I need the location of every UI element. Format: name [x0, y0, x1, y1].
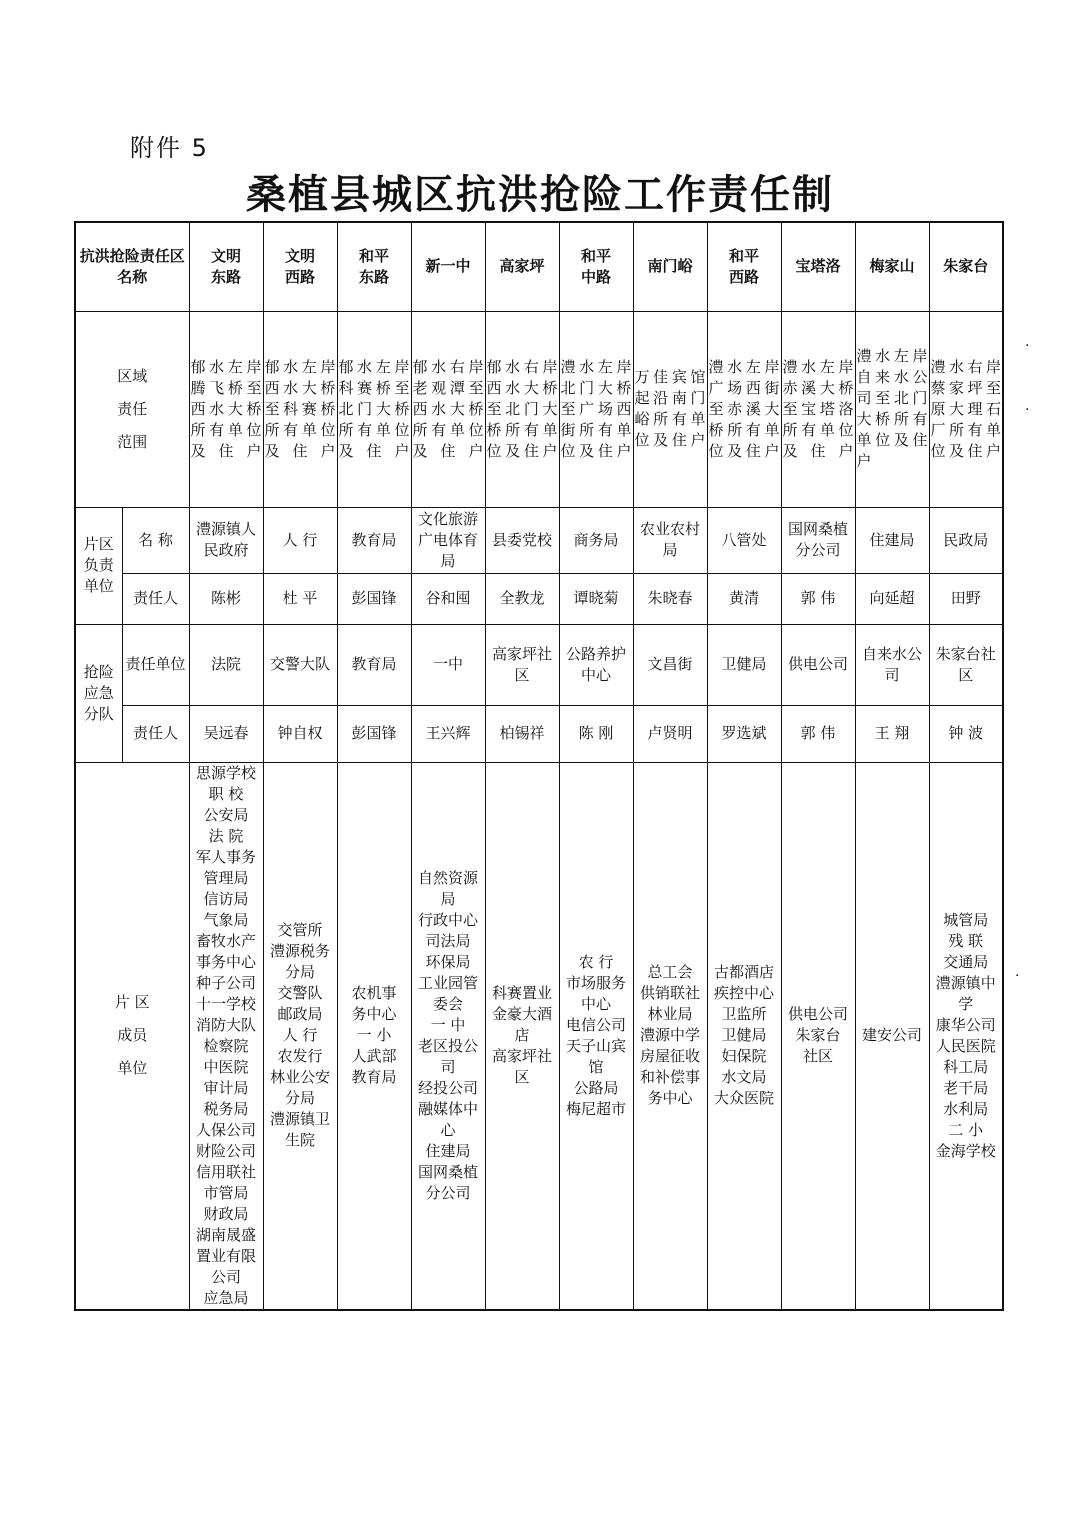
rescue-team-label: 抢险 应急 分队 [75, 624, 122, 762]
zone-scope: 澧水左岸 赤溪大桥 至宝塔洛 所有单位 及住户 [781, 311, 855, 507]
area-unit: 人 行 [263, 507, 337, 573]
area-unit: 县委党校 [485, 507, 559, 573]
zone-scope: 澧水左岸 北门大桥 至广场西 街所有单 位及住户 [559, 311, 633, 507]
area-person: 黄清 [707, 573, 781, 624]
area-person: 全教龙 [485, 573, 559, 624]
zone-scope: 澧水左岸 自来水公 司至北门 大桥所有 单位及住 户 [855, 311, 929, 507]
rescue-person: 柏锡祥 [485, 705, 559, 762]
zone-name: 宝塔洛 [781, 222, 855, 311]
area-person: 向延超 [855, 573, 929, 624]
rescue-person: 陈 刚 [559, 705, 633, 762]
scope-row [75, 311, 1003, 507]
rescue-unit: 一中 [411, 624, 485, 705]
area-person: 谭晓菊 [559, 573, 633, 624]
rescue-person: 钟自权 [263, 705, 337, 762]
header-row [75, 222, 1003, 311]
rescue-unit: 自来水公司 [855, 624, 929, 705]
zone-name: 朱家台 [929, 222, 1003, 311]
zone-name: 和平 中路 [559, 222, 633, 311]
area-person: 田野 [929, 573, 1003, 624]
rescue-person: 吴远春 [189, 705, 263, 762]
rescue-person-row [75, 705, 1003, 762]
area-unit: 澧源镇人民政府 [189, 507, 263, 573]
margin-mark: · [1015, 968, 1020, 984]
scope-label: 区域 责任 范围 [75, 311, 189, 507]
area-unit: 民政局 [929, 507, 1003, 573]
area-unit-label: 片区 负责 单位 [75, 507, 122, 624]
member-units: 总工会 供销联社 林业局 澧源中学 房屋征收 和补偿事 务中心 [633, 762, 707, 1310]
member-units: 农机事 务中心 一 小 人武部 教育局 [337, 762, 411, 1310]
area-person: 朱晓春 [633, 573, 707, 624]
zone-name-header: 抗洪抢险责任区名称 [75, 222, 189, 311]
rescue-unit: 文昌街 [633, 624, 707, 705]
rescue-person: 卢贤明 [633, 705, 707, 762]
unit-name-label: 名 称 [122, 507, 189, 573]
zone-scope: 郁水右岸 老观潭至 西水大桥 所有单位 及住户 [411, 311, 485, 507]
area-person: 彭国锋 [337, 573, 411, 624]
area-person: 陈彬 [189, 573, 263, 624]
area-person: 郭 伟 [781, 573, 855, 624]
members-row [75, 762, 1003, 1310]
area-unit: 农业农村局 [633, 507, 707, 573]
attachment-label: 附件 5 [130, 134, 209, 162]
area-unit: 国网桑植分公司 [781, 507, 855, 573]
area-unit: 住建局 [855, 507, 929, 573]
zone-scope: 郁水左岸 西水大桥 至科赛桥 所有单位 及住户 [263, 311, 337, 507]
member-units: 供电公司 朱家台 社区 [781, 762, 855, 1310]
rescue-person: 钟 波 [929, 705, 1003, 762]
area-unit: 教育局 [337, 507, 411, 573]
rescue-person-label: 责任人 [122, 705, 189, 762]
member-units: 思源学校 职 校 公安局 法 院 军人事务 管理局 信访局 气象局 畜牧水产 事务中心 种子公司 十一学校 消防大队 检察院 中医院 审计局 税务局 人保公司 财险公司 信用联社 市管局 财政局 湖南晟盛 置业有限 公司 应急局 [189, 762, 263, 1310]
margin-mark: · [1025, 402, 1030, 418]
member-units: 建安公司 [855, 762, 929, 1310]
margin-mark: · [1025, 338, 1030, 354]
rescue-unit: 朱家台社区 [929, 624, 1003, 705]
member-units: 古都酒店 疾控中心 卫监所 卫健局 妇保院 水文局 大众医院 [707, 762, 781, 1310]
zone-scope: 澧水右岸 蔡家坪至 原大理石 厂所有单 位及住户 [929, 311, 1003, 507]
rescue-unit: 卫健局 [707, 624, 781, 705]
rescue-unit: 教育局 [337, 624, 411, 705]
rescue-person: 王兴辉 [411, 705, 485, 762]
document-title: 桑植县城区抗洪抢险工作责任制 [246, 171, 834, 218]
responsibility-table [74, 221, 1004, 1311]
zone-scope: 郁水左岸 腾飞桥至 西水大桥 所有单位 及住户 [189, 311, 263, 507]
zone-scope: 郁水右岸 西水大桥 至北门大 桥所有单 位及住户 [485, 311, 559, 507]
zone-scope: 万佳宾馆 起沿南门 峪所有单 位及住户 [633, 311, 707, 507]
zone-name: 南门峪 [633, 222, 707, 311]
member-units: 农 行 市场服务 中心 电信公司 天子山宾 馆 公路局 梅尼超市 [559, 762, 633, 1310]
members-label: 片 区 成员 单位 [75, 762, 189, 1310]
rescue-unit: 公路养护中心 [559, 624, 633, 705]
rescue-person: 王 翔 [855, 705, 929, 762]
zone-name: 和平 西路 [707, 222, 781, 311]
rescue-unit: 交警大队 [263, 624, 337, 705]
area-unit: 文化旅游广电体育局 [411, 507, 485, 573]
area-unit: 八管处 [707, 507, 781, 573]
area-unit: 商务局 [559, 507, 633, 573]
rescue-unit-row [75, 624, 1003, 705]
member-units: 自然资源 局 行政中心 司法局 环保局 工业园管 委会 一 中 老区投公 司 经投公司 融媒体中 心 住建局 国网桑植 分公司 [411, 762, 485, 1310]
area-unit-row [75, 507, 1003, 573]
zone-name: 梅家山 [855, 222, 929, 311]
rescue-unit: 法院 [189, 624, 263, 705]
zone-name: 高家坪 [485, 222, 559, 311]
member-units: 交管所 澧源税务 分局 交警队 邮政局 人 行 农发行 林业公安 分局 澧源镇卫 生院 [263, 762, 337, 1310]
area-person-row [75, 573, 1003, 624]
zone-name: 文明 西路 [263, 222, 337, 311]
area-person: 谷和囤 [411, 573, 485, 624]
rescue-person: 彭国锋 [337, 705, 411, 762]
zone-scope: 澧水左岸 广场西街 至赤溪大 桥所有单 位及住户 [707, 311, 781, 507]
zone-name: 新一中 [411, 222, 485, 311]
area-person: 杜 平 [263, 573, 337, 624]
zone-scope: 郁水左岸 科赛桥至 北门大桥 所有单位 及住户 [337, 311, 411, 507]
zone-name: 和平 东路 [337, 222, 411, 311]
area-person-label: 责任人 [122, 573, 189, 624]
rescue-person: 郭 伟 [781, 705, 855, 762]
resp-unit-label: 责任单位 [122, 624, 189, 705]
rescue-unit: 供电公司 [781, 624, 855, 705]
rescue-unit: 高家坪社区 [485, 624, 559, 705]
zone-name: 文明 东路 [189, 222, 263, 311]
member-units: 城管局 残 联 交通局 澧源镇中 学 康华公司 人民医院 科工局 老干局 水利局 二 小 金海学校 [929, 762, 1003, 1310]
member-units: 科赛置业 金豪大酒 店 高家坪社 区 [485, 762, 559, 1310]
rescue-person: 罗选斌 [707, 705, 781, 762]
